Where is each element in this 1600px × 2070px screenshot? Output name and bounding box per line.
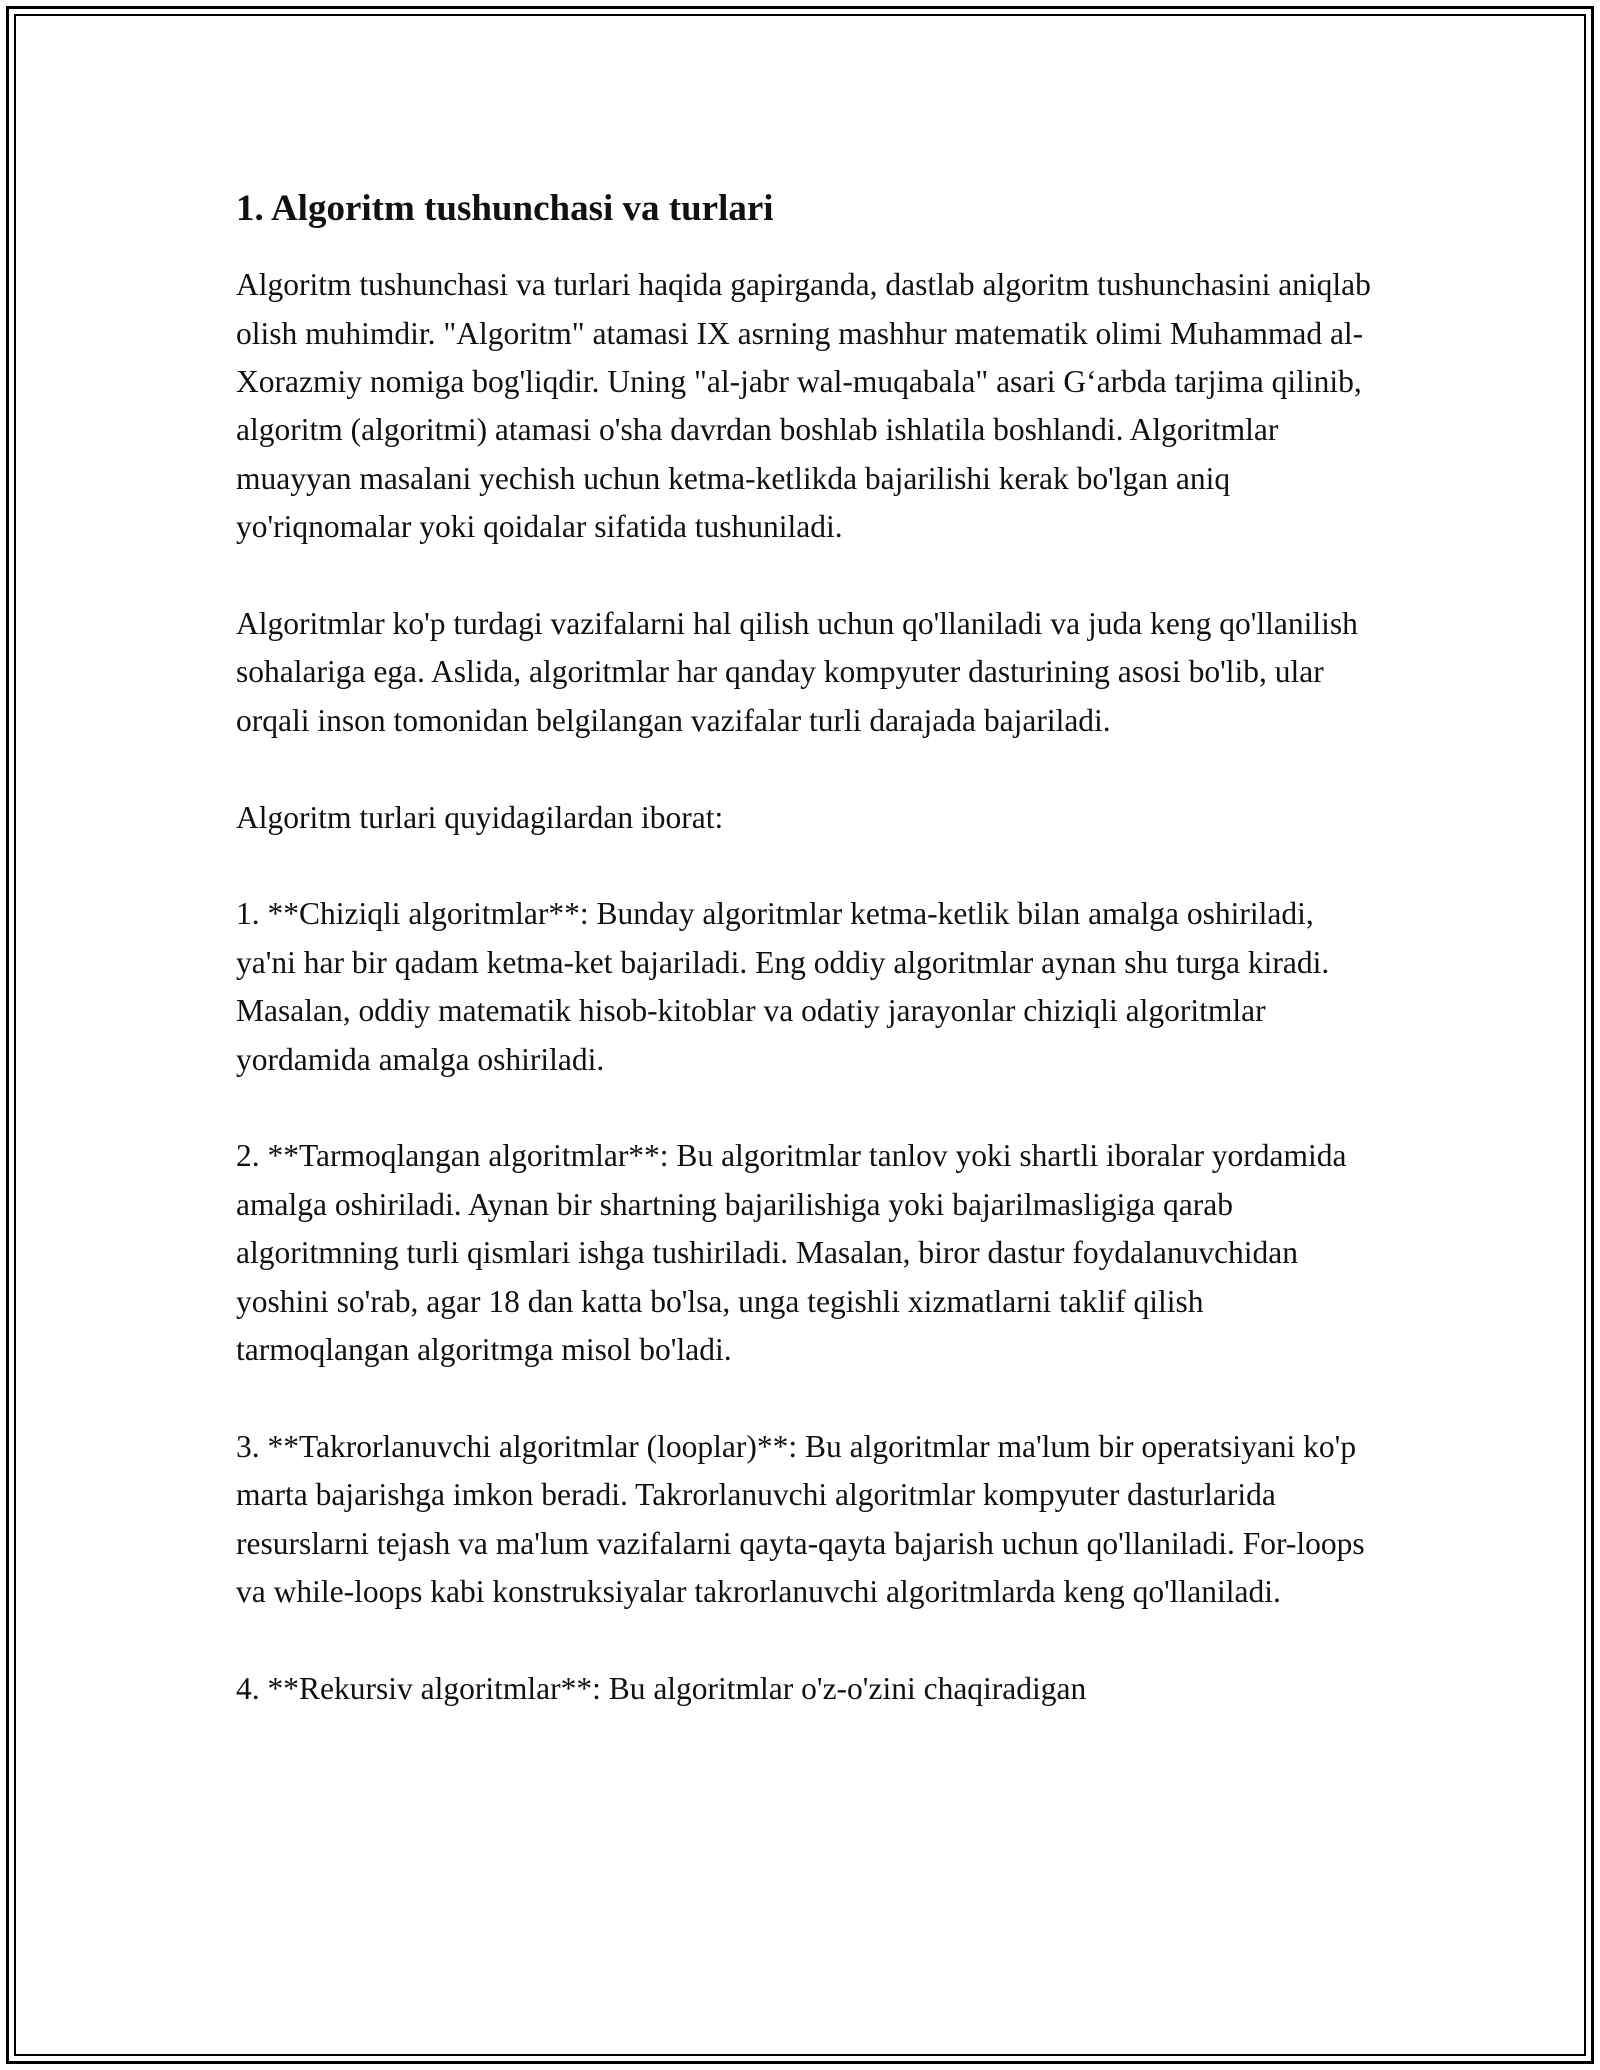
document-body (236, 185, 1376, 1762)
paragraph-algorithm-definition: Algoritm tushunchasi va turlari haqida gapirganda, dastlab algoritm tushunchasini aniqlab olish muhimdir. "Algoritm" atamasi IX asrning mashhur matematik olimi Muhammad al-Xorazmiy nomiga bog'liqdir. Uning "al-jabr wal-muqabala" asari G‘arbda tarjima qilinib, algoritm (algoritmi) atamasi o'sha davrdan boshlab ishlatila boshlandi. Algoritmlar muayyan masalani yechish uchun ketma-ketlikda bajarilishi kerak bo'lgan aniq yo'riqnomalar yoki qoidalar sifatida tushuniladi. (236, 267, 1371, 545)
list-item-linear-algorithms: 1. **Chiziqli algoritmlar**: Bunday algoritmlar ketma-ketlik bilan amalga oshiriladi, ya'ni har bir qadam ketma-ket bajariladi. Eng oddiy algoritmlar aynan shu turga kiradi. Masalan, oddiy matematik hisob-kitoblar va odatiy jarayonlar chiziqli algoritmlar yordamida amalga oshiriladi. (236, 896, 1330, 1077)
paragraph-types-intro: Algoritm turlari quyidagilardan iborat: (236, 799, 724, 835)
section-heading: 1. Algoritm tushunchasi va turlari (236, 188, 774, 229)
paragraph-algorithm-usage: Algoritmlar ko'p turdagi vazifalarni hal qilish uchun qo'llaniladi va juda keng qo'llanilish sohalariga ega. Aslida, algoritmlar har qanday kompyuter dasturining asosi bo'lib, ular orqali inson tomonidan belgilangan vazifalar turli darajada bajariladi. (236, 605, 1358, 738)
list-item-branching-algorithms: 2. **Tarmoqlangan algoritmlar**: Bu algoritmlar tanlov yoki shartli iboralar yordamida amalga oshiriladi. Aynan bir shartning bajarilishiga yoki bajarilmasligiga qarab algoritmning turli qismlari ishga tushiriladi. Masalan, biror dastur foydalanuvchidan yoshini so'rab, agar 18 dan katta bo'lsa, unga tegishli xizmatlarni taklif qilish tarmoqlangan algoritmga misol bo'ladi. (236, 1138, 1347, 1367)
list-item-recursive-algorithms: 4. **Rekursiv algoritmlar**: Bu algoritmlar o'z-o'zini chaqiradigan (236, 1670, 1087, 1706)
list-item-loop-algorithms: 3. **Takrorlanuvchi algoritmlar (looplar)**: Bu algoritmlar ma'lum bir operatsiyani ko'p marta bajarishga imkon beradi. Takrorlanuvchi algoritmlar kompyuter dasturlarida resurslarni tejash va ma'lum vazifalarni qayta-qayta bajarish uchun qo'llaniladi. For-loops va while-loops kabi konstruksiyalar takrorlanuvchi algoritmlarda keng qo'llaniladi. (236, 1428, 1365, 1609)
